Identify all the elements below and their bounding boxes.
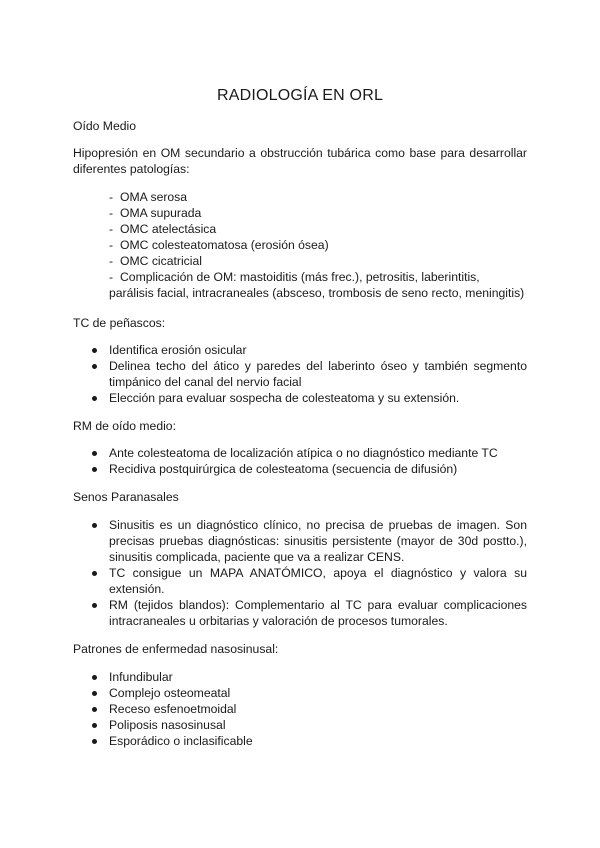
list-item: - OMA serosa bbox=[109, 189, 529, 205]
list-item: Elección para evaluar sospecha de colesteatoma y su extensión. bbox=[92, 390, 527, 406]
list-item: - OMC atelectásica bbox=[109, 221, 529, 237]
list-item: Delinea techo del ático y paredes del laberinto óseo y también segmento timpánico del canal del nervio facial bbox=[92, 358, 527, 390]
patologias-list bbox=[109, 189, 529, 301]
list-item: Identifica erosión osicular bbox=[92, 342, 527, 358]
rm-oido-list bbox=[92, 445, 527, 477]
tc-penascos-list bbox=[92, 342, 527, 406]
list-item: Recidiva postquirúrgica de colesteatoma (secuencia de difusión) bbox=[92, 461, 527, 477]
list-item: Ante colesteatoma de localización atípica o no diagnóstico mediante TC bbox=[92, 445, 527, 461]
list-item: Esporádico o inclasificable bbox=[92, 733, 527, 749]
list-item: Receso esfenoetmoidal bbox=[92, 701, 527, 717]
section-heading-tc-penascos: TC de peñascos: bbox=[73, 316, 166, 330]
list-item: RM (tejidos blandos): Complementario al TC para evaluar complicaciones intracraneales u orbitarias y valoración de procesos tumorales. bbox=[92, 597, 527, 629]
list-item: Sinusitis es un diagnóstico clínico, no precisa de pruebas de imagen. Son precisas pruebas diagnósticas: sinusitis persistente (mayor de 30d postto.), sinusitis complicada, paciente que va a realizar CENS. bbox=[92, 517, 527, 565]
section-heading-senos: Senos Paranasales bbox=[73, 490, 179, 504]
list-item-complicaciones: - Complicación de OM: mastoiditis (más frec.), petrositis, laberintitis, parálisis facial, intracraneales (absceso, trombosis de seno recto, meningitis) bbox=[109, 269, 529, 301]
list-item: Infundibular bbox=[92, 669, 527, 685]
senos-list bbox=[92, 517, 527, 629]
list-item: Poliposis nasosinusal bbox=[92, 717, 527, 733]
patrones-list bbox=[92, 669, 527, 749]
list-item: - OMA supurada bbox=[109, 205, 529, 221]
section-heading-oido-medio: Oído Medio bbox=[73, 119, 137, 133]
page-title: RADIOLOGÍA EN ORL bbox=[216, 87, 384, 104]
section-heading-rm-oido: RM de oído medio: bbox=[73, 419, 176, 433]
list-item: - OMC colesteatomatosa (erosión ósea) bbox=[109, 237, 529, 253]
list-item: Complejo osteomeatal bbox=[92, 685, 527, 701]
list-item: - OMC cicatricial bbox=[109, 253, 529, 269]
oido-medio-intro: Hipopresión en OM secundario a obstrucción tubárica como base para desarrollar diferentes patologías: bbox=[73, 146, 527, 176]
list-item: TC consigue un MAPA ANATÓMICO, apoya el diagnóstico y valora su extensión. bbox=[92, 565, 527, 597]
section-heading-patrones: Patrones de enfermedad nasosinusal: bbox=[73, 642, 279, 656]
